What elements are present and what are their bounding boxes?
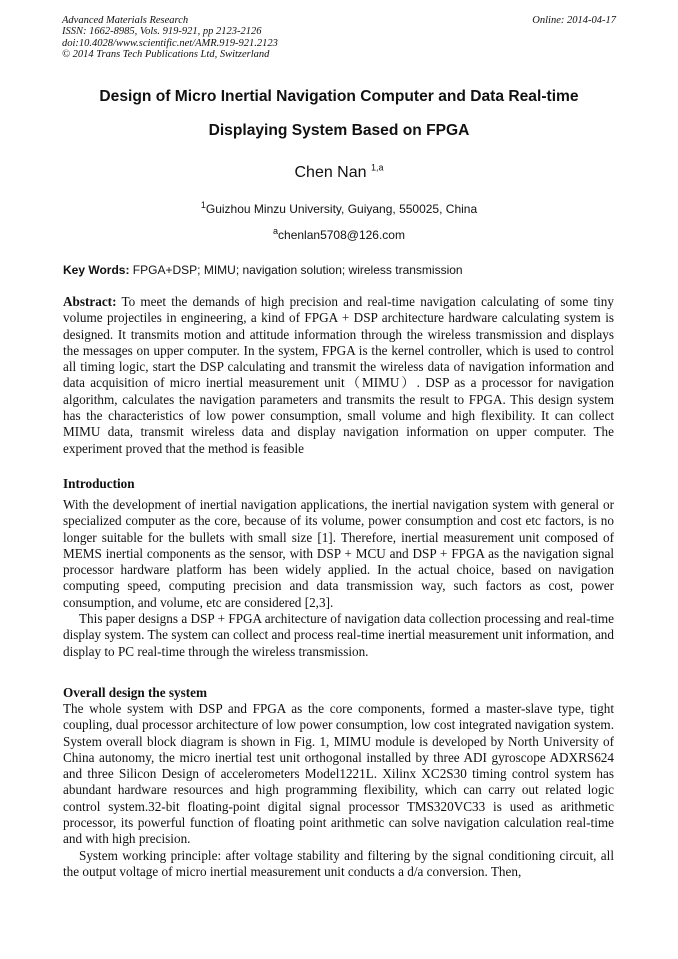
author-name: Chen Nan bbox=[294, 164, 367, 181]
paper-title bbox=[40, 80, 638, 148]
email-superscript: a bbox=[273, 226, 279, 236]
abstract-label: Abstract: bbox=[63, 294, 117, 309]
author-superscript: 1,a bbox=[370, 162, 384, 173]
abstract-text: To meet the demands of high precision and real-time navigation calculating of some tiny volume projectiles in engineering, a kind of FPGA + DSP architecture hardware calculating system is designed. It transmits motion and attitude information through the wireless transmission and displays the messages on upper computer. In the system, FPGA is the kernel controller, which is used to control all timing logic, start the DSP calculating and transmit the wireless data of navigation information and data acquisition of micro inertial measurement unit（MIMU）. DSP as a processor for navigation algorithm, calculates the navigation parameters and transmits the result to FPGA. This design system has the characteristics of low power consumption, small volume and high flexibility. It can collect MIMU data, transmit wireless data and display navigation information on upper computer. The experiment proved that the method is feasible bbox=[63, 294, 614, 456]
copyright-line: © 2014 Trans Tech Publications Ltd, Switzerland bbox=[62, 48, 270, 60]
affiliation-superscript: 1 bbox=[200, 200, 206, 210]
doi-line: doi:10.4028/www.scientific.net/AMR.919-921.2123 bbox=[62, 37, 278, 49]
affiliation bbox=[0, 202, 678, 216]
affiliation-text: Guizhou Minzu University, Guiyang, 550025, China bbox=[205, 202, 478, 216]
email-text[interactable]: chenlan5708@126.com bbox=[278, 228, 405, 242]
journal-name: Advanced Materials Research bbox=[62, 15, 189, 26]
abstract bbox=[63, 294, 614, 457]
overall-design-body bbox=[63, 701, 614, 880]
overall-paragraph-1: The whole system with DSP and FPGA as the core components, formed a master-slave type, tight coupling, dual processor architecture of low power consumption, low cost integrated navigation system. System overall block diagram is shown in Fig. 1, MIMU module is developed by North University of China autonomy, the micro inertial test unit orthogonal installed by three ADI gyroscope ADXRS624 and three Silicon Design of accelerometers Model1221L. Xilinx XC2S30 timing control system has abundant hardware resources and high programming flexibility, which can carry out related logic control system.32-bit floating-point digital signal processor TMS320VC33 is used as arithmetic processor, its powerful function of floating point arithmetic can solve navigation calculation real-time and with high precision. bbox=[63, 701, 614, 847]
author bbox=[0, 164, 678, 182]
issn-line: ISSN: 1662-8985, Vols. 919-921, pp 2123-2126 bbox=[62, 26, 262, 38]
online-date: Online: 2014-04-17 bbox=[532, 15, 616, 26]
introduction-heading: Introduction bbox=[63, 476, 135, 491]
keywords-text: FPGA+DSP; MIMU; navigation solution; wireless transmission bbox=[129, 263, 463, 277]
title-line-1: Design of Micro Inertial Navigation Computer and Data Real-time bbox=[99, 88, 579, 105]
title-line-2: Displaying System Based on FPGA bbox=[208, 122, 470, 139]
keywords-label: Key Words: bbox=[63, 263, 130, 277]
overall-paragraph-2: System working principle: after voltage stability and filtering by the signal conditioning circuit, all the output voltage of micro inertial measurement unit conducts a d/a conversion. Then, bbox=[63, 847, 614, 879]
journal-header bbox=[62, 15, 616, 60]
keywords bbox=[63, 263, 617, 277]
introduction-body bbox=[63, 497, 614, 660]
email bbox=[0, 228, 678, 242]
introduction-paragraph-2: This paper designs a DSP + FPGA architecture of navigation data collection processing and real-time display system. The system can collect and process real-time inertial measurement unit information, and display to PC real-time through the wireless transmission. bbox=[63, 611, 614, 659]
introduction-paragraph-1: With the development of inertial navigation applications, the inertial navigation system with general or specialized computer as the core, because of its volume, power consumption and cost etc factors, is no longer suitable for the bullets with small size [1]. Therefore, inertial measurement unit composed of MEMS inertial components as the sensor, with DSP + MCU and DSP + FPGA as the navigation signal processor hardware platform has been widely applied. In the actual choice, based on navigation computing speed, computing precision and data transmission way, such factors as cost, power consumption, and volume, etc are considered [2,3]. bbox=[63, 497, 614, 610]
overall-design-heading: Overall design the system bbox=[63, 685, 207, 700]
